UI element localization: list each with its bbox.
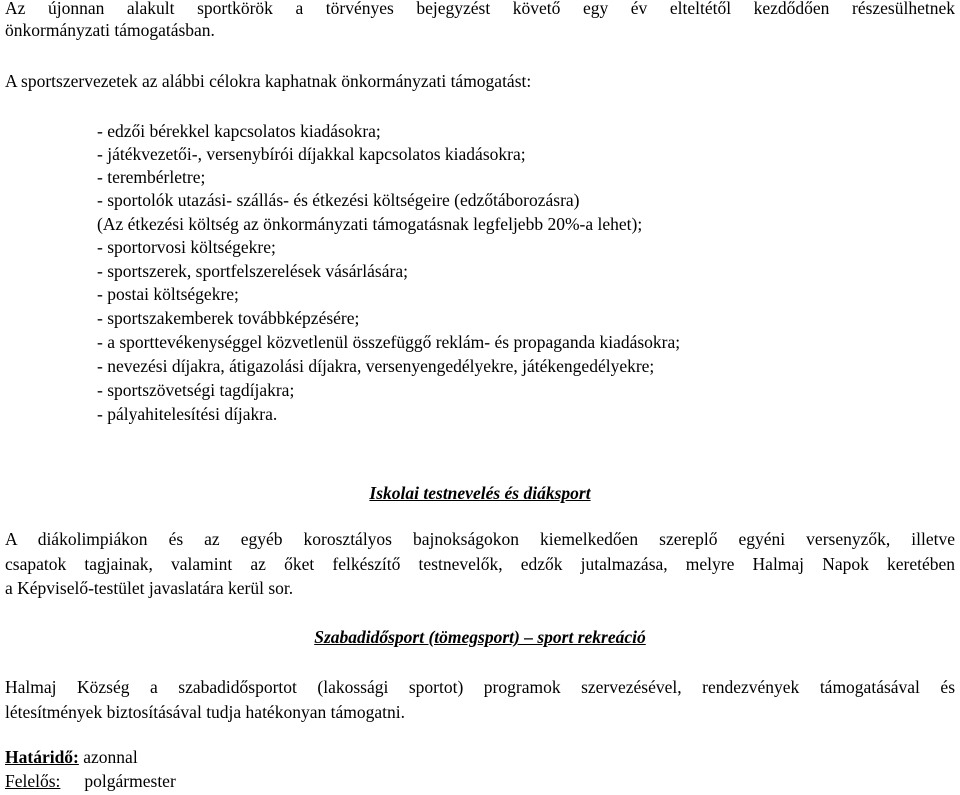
list-item: - sportszakemberek továbbképzésére; bbox=[97, 308, 360, 328]
school-section-line-3: a Képviselő-testület javaslatára kerül sor. bbox=[5, 578, 294, 598]
list-item: - sportorvosi költségekre; bbox=[97, 237, 276, 257]
list-item: - sportszerek, sportfelszerelések vásárlására; bbox=[97, 261, 408, 281]
list-item: - edzői bérekkel kapcsolatos kiadásokra; bbox=[97, 121, 381, 141]
list-item: - nevezési díjakra, átigazolási díjakra, versenyengedélyekre, játékengedélyekre; bbox=[97, 356, 655, 376]
deadline-value: azonnal bbox=[83, 747, 138, 767]
list-item: - sportolók utazási- szállás- és étkezési költségeire (edzőtáborozásra) bbox=[97, 190, 580, 210]
intro-line-2: önkormányzati támogatásban. bbox=[5, 20, 215, 40]
responsible-label: Felelős: bbox=[5, 771, 61, 791]
leisure-section-heading: Szabadidősport (tömegsport) – sport rekreáció bbox=[314, 627, 646, 647]
leisure-section-line-2: létesítmények biztosításával tudja hatékonyan támogatni. bbox=[5, 702, 405, 722]
list-item: - postai költségekre; bbox=[97, 284, 239, 304]
school-section-line-1: A diákolimpiákon és az egyéb korosztályos bajnokságokon kiemelkedően szereplő egyéni versenyzők, illetve bbox=[5, 529, 955, 549]
list-item: (Az étkezési költség az önkormányzati támogatásnak legfeljebb 20%-a lehet); bbox=[97, 214, 643, 234]
list-item: - pályahitelesítési díjakra. bbox=[97, 404, 278, 424]
school-section-line-2: csapatok tagjainak, valamint az őket felkészítő testnevelők, edzők jutalmazása, melyre Halmaj Napok keretében bbox=[5, 554, 955, 574]
deadline-row bbox=[5, 746, 138, 768]
responsible-value: polgármester bbox=[84, 771, 176, 791]
intro-line-1: Az újonnan alakult sportkörök a törvényes bejegyzést követő egy év elteltétől kezdődően részesülhetnek bbox=[5, 0, 955, 18]
leisure-section-line-1: Halmaj Község a szabadidősportot (lakossági sportot) programok szervezésével, rendezvények támogatásával és bbox=[5, 677, 955, 697]
list-item: - a sporttevékenységgel közvetlenül összefüggő reklám- és propaganda kiadásokra; bbox=[97, 332, 681, 352]
purposes-lead: A sportszervezetek az alábbi célokra kaphatnak önkormányzati támogatást: bbox=[5, 71, 532, 91]
list-item: - játékvezetői-, versenybírói díjakkal kapcsolatos kiadásokra; bbox=[97, 144, 526, 164]
list-item: - sportszövetségi tagdíjakra; bbox=[97, 380, 295, 400]
school-section-heading: Iskolai testnevelés és diáksport bbox=[369, 483, 591, 503]
deadline-label: Határidő: bbox=[5, 747, 79, 767]
responsible-row bbox=[5, 770, 176, 792]
list-item: - terembérletre; bbox=[97, 167, 206, 187]
